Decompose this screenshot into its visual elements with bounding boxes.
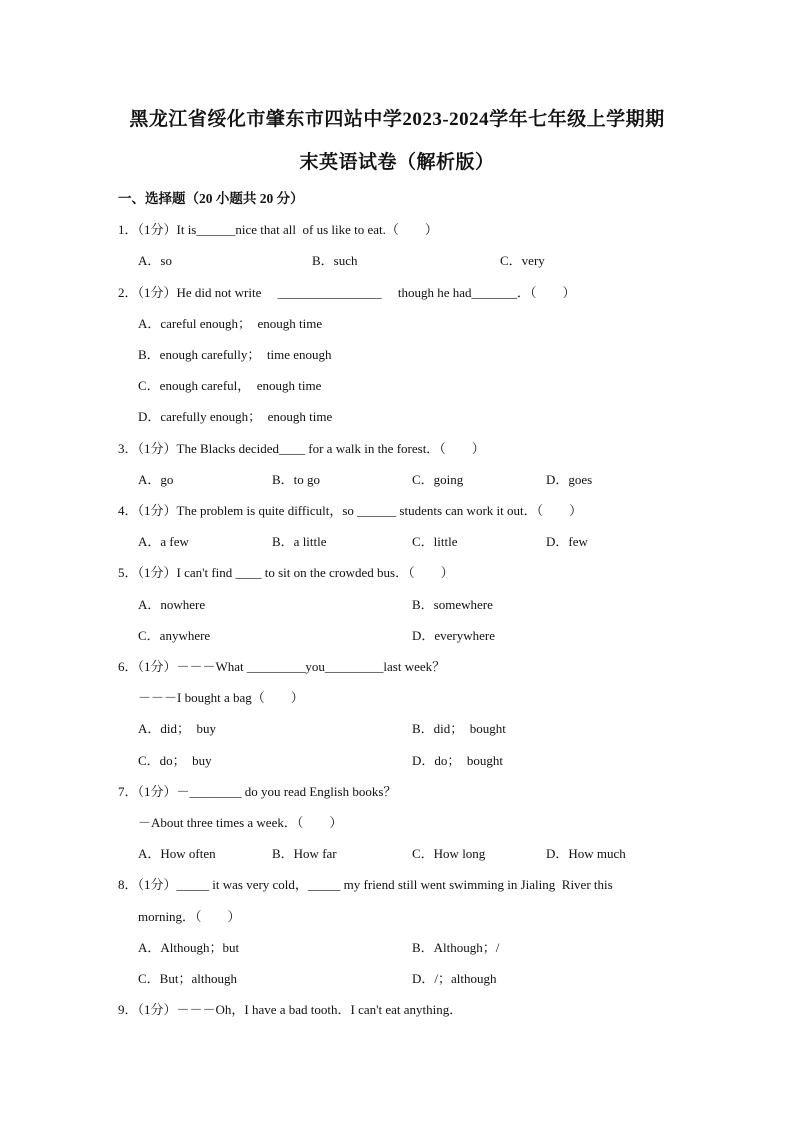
question-4-option-b: B．a little (272, 534, 327, 549)
question-2-option-a: A．careful enough； enough time (138, 316, 323, 331)
question-5-option-a: A．nowhere (138, 597, 206, 612)
question-8-option-d: D．/；although (412, 971, 497, 986)
question-6-stem: 6．（1分）－－－What _________you_________last week？ (118, 659, 446, 674)
question-9-stem: 9．（1分）－－－Oh，I have a bad tooth．I can't eat anything． (118, 1002, 463, 1017)
question-8-option-b: B．Although；/ (412, 940, 500, 955)
question-3-option-d: D．goes (546, 472, 593, 487)
question-1-option-a: A．so (138, 253, 172, 268)
question-4-option-c: C．little (412, 534, 458, 549)
question-6-option-b: B．did； bought (412, 721, 506, 736)
question-8-stem: 8．（1分）_____ it was very cold，_____ my friend still went swimming in Jialing River this (118, 877, 613, 892)
question-6-option-c: C．do； buy (138, 753, 212, 768)
question-6-stem-reply: －－－I bought a bag（ ） (138, 690, 304, 705)
question-3-option-c: C．going (412, 472, 464, 487)
question-2-stem: 2．（1分）He did not write ________________ though he had_______．（ ） (118, 285, 576, 300)
question-3-option-a: A．go (138, 472, 174, 487)
document-title-line-1: 黑龙江省绥化市肇东市四站中学2023-2024学年七年级上学期期 (129, 109, 665, 130)
question-1-option-c: C．very (500, 253, 545, 268)
question-7-stem-reply: －About three times a week．（ ） (138, 815, 343, 830)
question-7-option-a: A．How often (138, 846, 216, 861)
question-7-option-c: C．How long (412, 846, 486, 861)
question-1-stem: 1．（1分）It is______nice that all of us like to eat.（ ） (118, 222, 438, 237)
question-7-option-d: D．How much (546, 846, 626, 861)
question-4-option-d: D．few (546, 534, 588, 549)
document-title-line-2: 末英语试卷（解析版） (299, 152, 495, 173)
section-heading: 一、选择题（20 小题共 20 分） (118, 191, 304, 206)
question-3-stem: 3．（1分）The Blacks decided____ for a walk in the forest．（ ） (118, 441, 485, 456)
question-5-option-b: B．somewhere (412, 597, 493, 612)
question-3-option-b: B．to go (272, 472, 321, 487)
question-6-option-d: D．do； bought (412, 753, 504, 768)
question-2-option-d: D．carefully enough； enough time (138, 409, 333, 424)
question-8-option-c: C．But；although (138, 971, 237, 986)
question-5-option-d: D．everywhere (412, 628, 496, 643)
question-4-option-a: A．a few (138, 534, 189, 549)
question-2-option-c: C．enough careful， enough time (138, 378, 322, 393)
question-5-stem: 5．（1分）I can't find ____ to sit on the crowded bus．（ ） (118, 565, 454, 580)
question-7-option-b: B．How far (272, 846, 337, 861)
question-8-stem-continued: morning．（ ） (138, 909, 241, 924)
question-7-stem: 7．（1分）－________ do you read English books？ (118, 784, 397, 799)
question-1-option-b: B．such (312, 253, 358, 268)
question-5-option-c: C．anywhere (138, 628, 211, 643)
question-2-option-b: B．enough carefully； time enough (138, 347, 332, 362)
question-4-stem: 4．（1分）The problem is quite difficult，so ______ students can work it out．（ ） (118, 503, 583, 518)
question-6-option-a: A．did； buy (138, 721, 217, 736)
question-8-option-a: A．Although；but (138, 940, 240, 955)
